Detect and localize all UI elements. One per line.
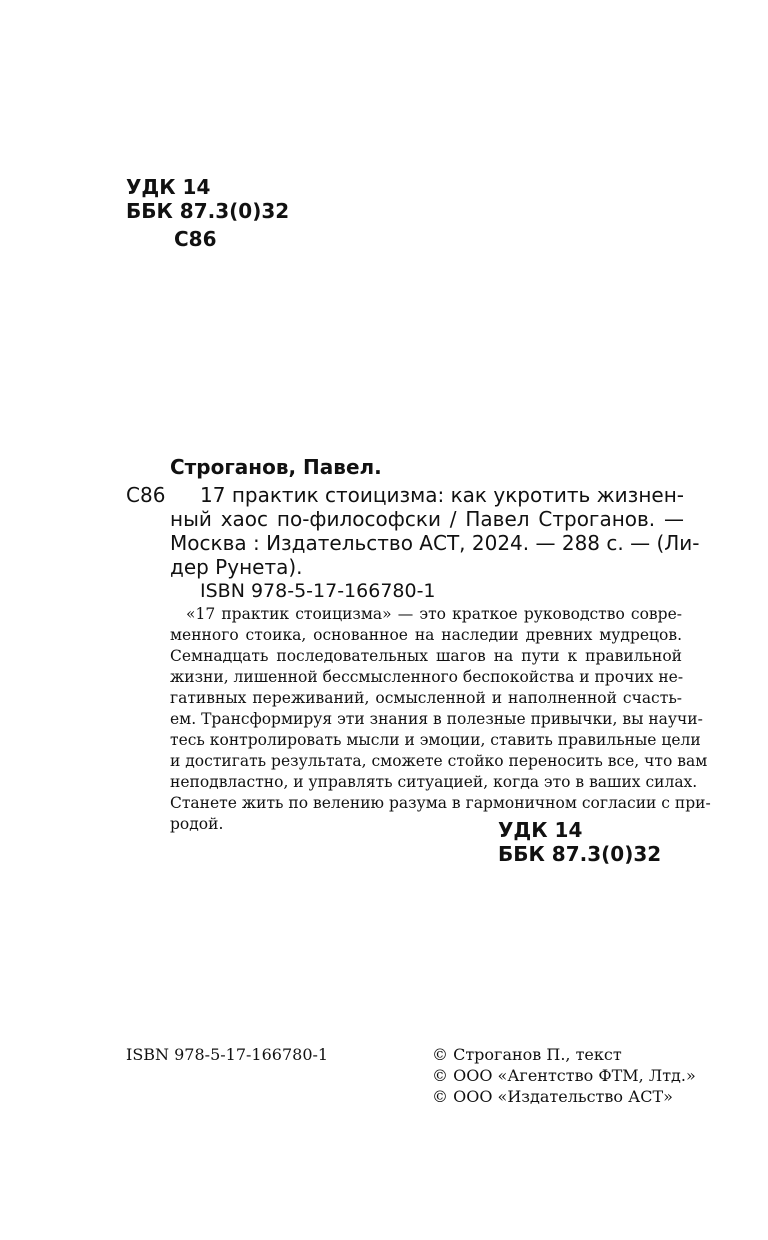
isbn-footer: ISBN 978-5-17-166780-1 (126, 1045, 329, 1064)
udk-code-bottom: УДК 14 (498, 818, 583, 842)
copyright-line: © ООО «Агентство ФТМ, Лтд.» (432, 1066, 696, 1085)
udk-code: УДК 14 (126, 175, 211, 199)
annotation-line: гативных переживаний, осмысленной и наполненной счасть- (170, 689, 682, 707)
author-heading: Строганов, Павел. (170, 455, 382, 479)
annotation-line: ем. Трансформируя эти знания в полезные привычки, вы научи- (170, 710, 703, 728)
description-line: ный хаос по-философски / Павел Строганов. — (170, 507, 684, 531)
annotation-line: неподвластно, и управлять ситуацией, когда это в ваших силах. (170, 773, 698, 791)
author-sign-entry: С86 (126, 483, 166, 507)
bbk-code: ББК 87.3(0)32 (126, 199, 290, 223)
annotation-line: «17 практик стоицизма» — это краткое руководство совре- (186, 605, 682, 623)
annotation-line: жизни, лишенной бессмысленного беспокойства и прочих не- (170, 668, 684, 686)
annotation-line: менного стоика, основанное на наследии древних мудрецов. (170, 626, 682, 644)
description-line: 17 практик стоицизма: как укротить жизнен- (200, 483, 684, 507)
annotation-line: Станете жить по велению разума в гармоничном согласии с при- (170, 794, 711, 812)
author-sign: С86 (174, 227, 217, 251)
annotation-line: тесь контролировать мысли и эмоции, ставить правильные цели (170, 731, 701, 749)
annotation-line: и достигать результата, сможете стойко переносить все, что вам (170, 752, 708, 770)
copyright-line: © Строганов П., текст (432, 1045, 622, 1064)
description-line: Москва : Издательство АСТ, 2024. — 288 с. — (Ли- (170, 531, 700, 555)
annotation-line: Семнадцать последовательных шагов на пути к правильной (170, 647, 682, 665)
annotation-line: родой. (170, 815, 224, 833)
isbn: ISBN 978-5-17-166780-1 (200, 580, 436, 602)
bbk-code-bottom: ББК 87.3(0)32 (498, 842, 662, 866)
description-line: дер Рунета). (170, 555, 303, 579)
copyright-line: © ООО «Издательство АСТ» (432, 1087, 673, 1106)
